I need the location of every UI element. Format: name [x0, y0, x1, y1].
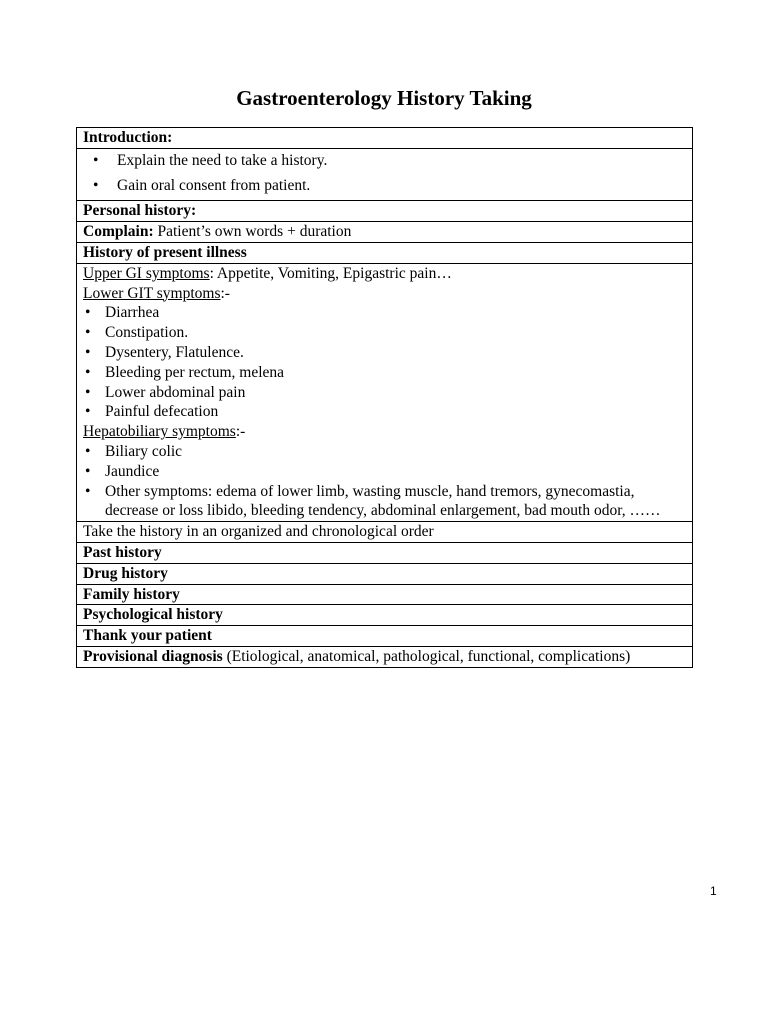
list-item-text: Biliary colic	[105, 442, 183, 460]
bullet-icon: •	[85, 462, 91, 480]
bullet-icon: •	[85, 442, 91, 460]
list-item-text: Dysentery, Flatulence.	[105, 343, 244, 361]
list-item-text: Bleeding per rectum, melena	[105, 363, 285, 381]
page-title: Gastroenterology History Taking	[236, 86, 532, 110]
list-item-text: Painful defecation	[105, 403, 219, 421]
list-item-text: Jaundice	[105, 462, 160, 480]
hepatobiliary-list	[83, 442, 686, 521]
table-row	[77, 646, 693, 667]
bullet-icon: •	[85, 363, 91, 381]
bullet-icon: •	[85, 304, 91, 322]
table-row	[77, 584, 693, 605]
list-item-text: Diarrhea	[105, 304, 160, 322]
introduction-cell	[77, 148, 693, 201]
hepatobiliary-line	[83, 422, 686, 442]
bullet-icon: •	[93, 151, 99, 169]
chronological-note: Take the history in an organized and chronological order	[77, 522, 693, 543]
family-history-heading: Family history	[77, 584, 693, 605]
bullet-icon: •	[85, 482, 91, 500]
list-item	[83, 363, 686, 383]
history-table	[76, 127, 693, 668]
list-item	[83, 323, 686, 343]
table-row	[77, 605, 693, 626]
hepatobiliary-suffix: :-	[235, 423, 246, 441]
list-item	[87, 176, 686, 196]
provisional-diagnosis-label: Provisional diagnosis	[83, 647, 223, 665]
list-item-text: Explain the need to take a history.	[117, 151, 328, 169]
provisional-diagnosis-cell	[77, 646, 693, 667]
table-row	[77, 542, 693, 563]
provisional-diagnosis-text: (Etiological, anatomical, pathological, functional, complications)	[222, 647, 631, 665]
drug-history-heading: Drug history	[77, 563, 693, 584]
introduction-list	[83, 151, 686, 196]
list-item	[83, 383, 686, 403]
hepatobiliary-label: Hepatobiliary symptoms	[83, 423, 236, 441]
bullet-icon: •	[85, 324, 91, 342]
upper-gi-text: : Appetite, Vomiting, Epigastric pain…	[209, 264, 452, 282]
table-row	[77, 626, 693, 647]
lower-git-line	[83, 284, 686, 304]
list-item	[83, 462, 686, 482]
thank-patient-heading: Thank your patient	[77, 626, 693, 647]
lower-git-label: Lower GIT symptoms	[83, 284, 221, 302]
introduction-heading: Introduction:	[77, 128, 693, 149]
complain-label: Complain:	[83, 223, 154, 241]
list-item	[83, 442, 686, 462]
list-item-text: Lower abdominal pain	[105, 383, 246, 401]
hpi-heading: History of present illness	[77, 242, 693, 263]
upper-gi-label: Upper GI symptoms	[83, 264, 210, 282]
psychological-history-heading: Psychological history	[77, 605, 693, 626]
list-item	[83, 343, 686, 363]
table-row	[77, 242, 693, 263]
list-item-text: Constipation.	[105, 324, 189, 342]
bullet-icon: •	[85, 383, 91, 401]
past-history-heading: Past history	[77, 542, 693, 563]
table-row	[77, 263, 693, 521]
complain-cell	[77, 222, 693, 243]
table-row	[77, 222, 693, 243]
list-item	[87, 151, 686, 171]
table-row	[77, 522, 693, 543]
list-item	[83, 303, 686, 323]
symptoms-cell	[77, 263, 693, 521]
list-item-text: Gain oral consent from patient.	[117, 176, 311, 194]
table-row	[77, 201, 693, 222]
table-row	[77, 563, 693, 584]
personal-history-heading: Personal history:	[77, 201, 693, 222]
list-item	[83, 402, 686, 422]
bullet-icon: •	[85, 403, 91, 421]
page-number: 1	[710, 884, 717, 898]
lower-git-suffix: :-	[220, 284, 230, 302]
upper-gi-line	[83, 264, 686, 284]
bullet-icon: •	[93, 176, 99, 194]
list-item	[83, 482, 686, 522]
bullet-icon: •	[85, 343, 91, 361]
lower-git-list	[83, 303, 686, 422]
table-row	[77, 148, 693, 201]
list-item-text: Other symptoms: edema of lower limb, wasting muscle, hand tremors, gynecomastia, decrease or loss libido, bleeding tendency, abdominal enlargement, bad mouth odor, ……	[105, 482, 661, 520]
table-row	[77, 128, 693, 149]
complain-text: Patient’s own words + duration	[153, 223, 352, 241]
